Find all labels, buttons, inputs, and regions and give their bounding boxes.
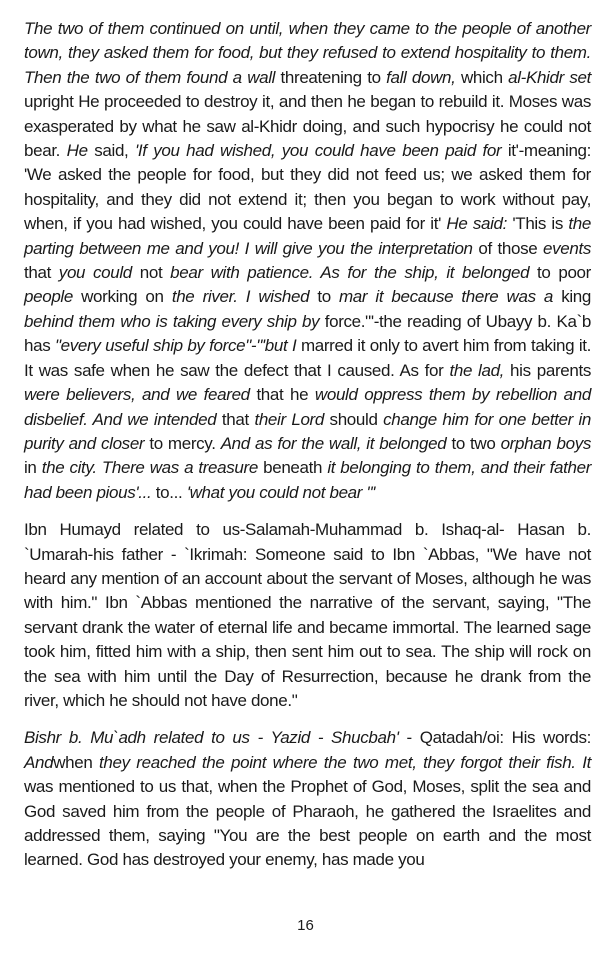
- italic-text-run: behind them who is taking every ship by: [24, 311, 320, 331]
- italic-text-run: people: [24, 287, 73, 307]
- italic-text-run: 'what you could not bear "': [186, 482, 376, 502]
- text-run: to mercy.: [144, 433, 221, 453]
- text-run: force."'-the reading of Ubayy b. Ka`b has: [24, 311, 591, 356]
- text-run: was mentioned to us that, when the Prophet of God, Moses, split the sea and God saved him from the people of Pharaoh, he gathered the Israelites and addressed them, saying "You are the best people on earth and the most learned. God has destroyed your enemy, has made you: [24, 777, 591, 870]
- italic-text-run: Bishr b. Mu`adh related to us - Yazid - Shucbah': [24, 728, 399, 748]
- text-run: that: [216, 409, 255, 429]
- italic-text-run: events: [543, 238, 592, 258]
- text-run: which: [455, 67, 509, 87]
- text-run: threatening to: [275, 67, 387, 87]
- text-run: to...: [151, 482, 187, 502]
- italic-text-run: the parting between me and you! I will give you the interpretation: [24, 214, 591, 258]
- italic-text-run: were believers, and we feared: [24, 385, 250, 405]
- text-run: to: [309, 287, 339, 307]
- document-body: [24, 17, 591, 886]
- text-run: that: [24, 263, 59, 283]
- italic-text-run: He: [66, 141, 88, 161]
- italic-text-run: orphan boys: [500, 433, 592, 453]
- italic-text-run: 'If you had wished, you could have been paid for: [135, 141, 502, 161]
- text-run: said,: [87, 141, 135, 161]
- italic-text-run: The two of them continued on until, when they came to the people of another town, they asked them for food, but they refused to extend hospitality to them. Then the two of them found a wall: [24, 19, 591, 87]
- text-run: of those: [472, 238, 544, 258]
- italic-text-run: He said:: [446, 214, 507, 234]
- text-run: beneath: [257, 458, 328, 478]
- text-run: in: [24, 458, 42, 478]
- text-run: to two: [446, 433, 501, 453]
- text-run: that he: [249, 385, 315, 405]
- italic-text-run: al-Khidr set: [508, 67, 591, 87]
- italic-text-run: "every useful ship by force"-"'but I: [54, 336, 297, 356]
- italic-text-run: mar it because there was a: [339, 287, 554, 307]
- text-run: his parents: [504, 360, 591, 380]
- italic-text-run: And: [24, 752, 54, 772]
- italic-text-run: the river. I wished: [171, 287, 310, 307]
- text-run: not: [131, 263, 171, 283]
- paragraph-2: [24, 518, 591, 713]
- italic-text-run: would oppress them by rebellion and disbelief. And we intended: [24, 385, 591, 429]
- paragraph-3: [24, 726, 591, 872]
- italic-text-run: change him for one better in purity and closer: [24, 409, 592, 453]
- italic-text-run: you could: [58, 263, 132, 283]
- italic-text-run: their Lord: [254, 409, 324, 429]
- page-number: 16: [297, 917, 314, 934]
- paragraph-1: [24, 17, 591, 505]
- text-run: working on: [72, 287, 172, 307]
- text-run: upright He proceeded to destroy it, and then he began to rebuild it. Moses was exasperated by what he saw al-Khidr doing, and such hypocrisy he could not bear.: [24, 92, 591, 161]
- text-run: should: [323, 409, 384, 429]
- italic-text-run: And as for the wall, it belonged: [220, 433, 447, 453]
- text-run: - Qatadah/oi: His words:: [398, 728, 591, 748]
- italic-text-run: fall down,: [386, 67, 456, 87]
- text-run: 'This is: [507, 214, 569, 234]
- text-run: it'-meaning: 'We asked the people for food, but they did not feed us; we asked them for hospitality, and they did not extend it; then you began to work without pay, when, if you had wished, you could have been paid for it': [24, 141, 592, 234]
- italic-text-run: the lad,: [449, 360, 505, 380]
- italic-text-run: they reached the point where the two met, they forgot their fish. It: [99, 752, 591, 772]
- text-run: Ibn Humayd related to us-Salamah-Muhammad b. Ishaq-al- Hasan b. `Umarah-his father - `Ikrimah: Someone said to Ibn `Abbas, "We have not heard any mention of an account about the servant of Moses, although he was with him." Ibn `Abbas mentioned the narrative of the servant, saying, "The servant drank the water of eternal life and became immortal. The learned sage took him, fitted him with a ship, then sent him out to sea. The ship will rock on the sea with him until the Day of Resurrection, because he drank from the river, which he should not have done.": [24, 520, 591, 710]
- italic-text-run: the city. There was a treasure: [41, 458, 258, 478]
- text-run: when: [53, 752, 100, 772]
- text-run: king: [553, 287, 591, 307]
- italic-text-run: it belonging to them, and their father had been pious'...: [24, 458, 592, 502]
- italic-text-run: bear with patience. As for the ship, it belonged: [170, 263, 530, 283]
- text-run: to poor: [529, 263, 591, 283]
- text-run: marred it only to avert him from taking it. It was safe when he saw the defect that I caused. As for: [24, 336, 591, 380]
